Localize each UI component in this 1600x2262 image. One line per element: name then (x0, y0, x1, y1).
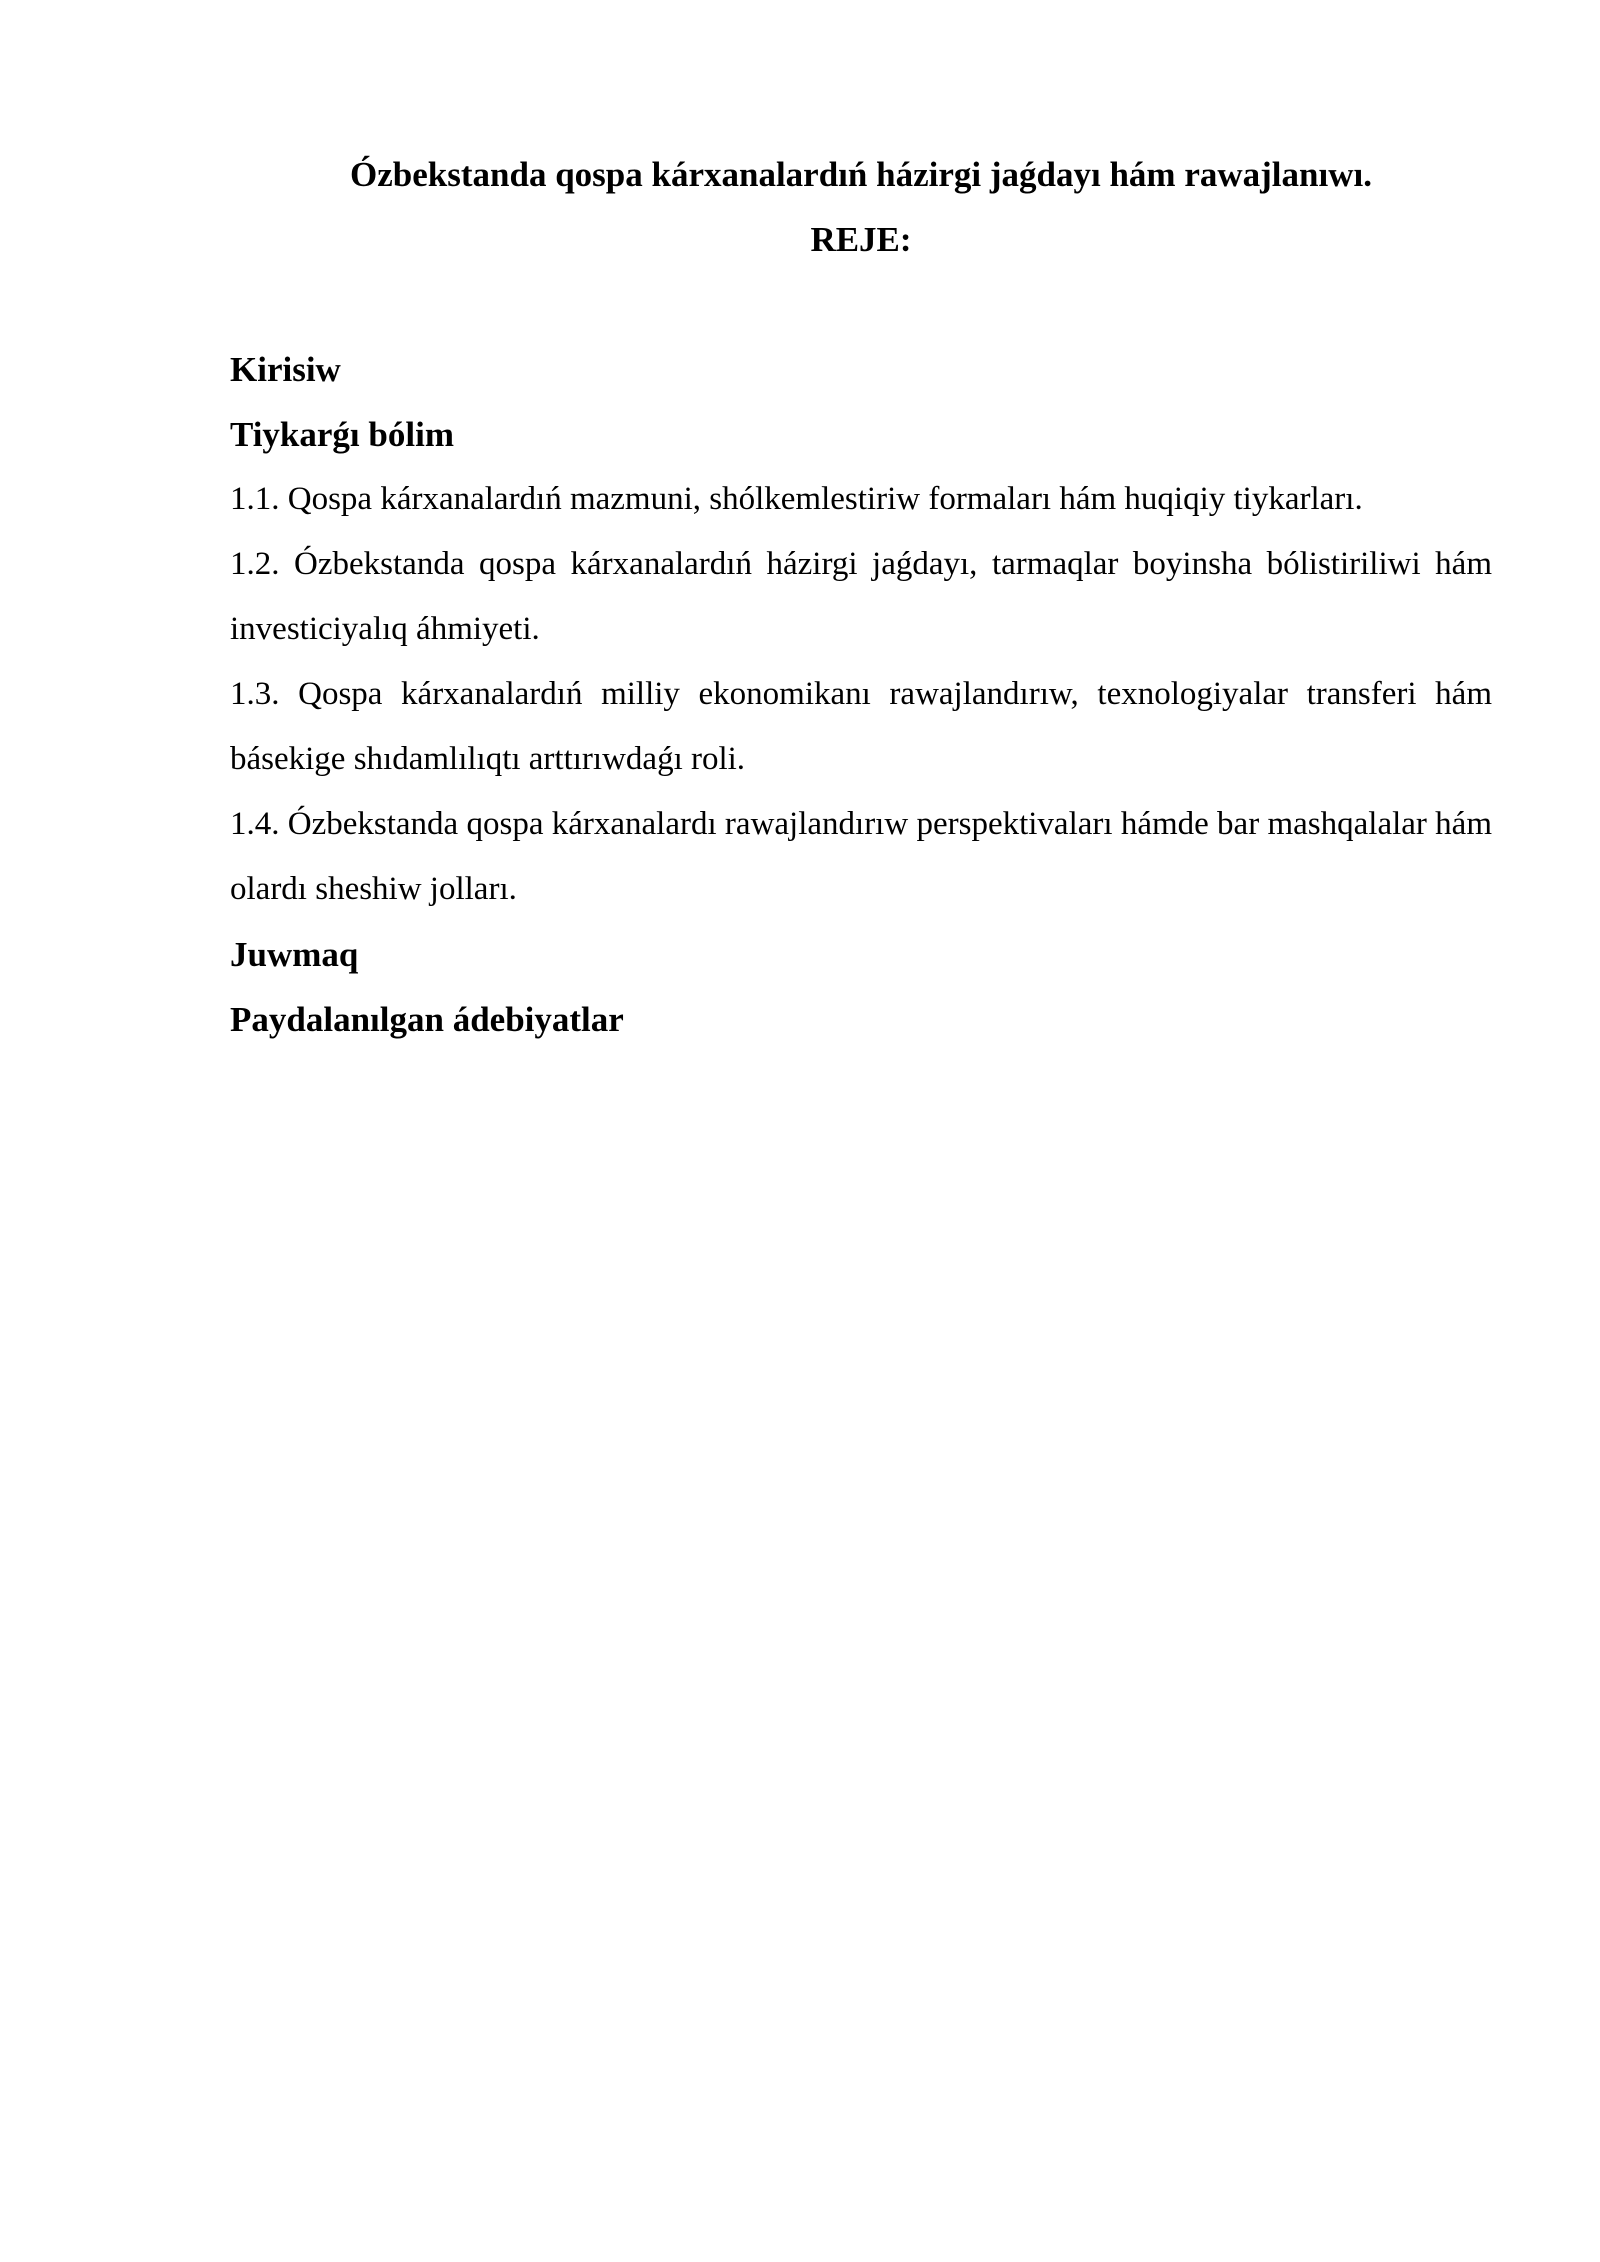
conclusion-heading: Juwmaq (230, 935, 359, 974)
plan-item-1-3: 1.3. Qospa kárxanalardıń milliy ekonomikanı rawajlandırıw, texnologiyalar transferi hám básekige shıdamlılıqtı arttırıwdaǵı roli. (230, 676, 1492, 777)
references-heading: Paydalanılgan ádebiyatlar (230, 1000, 624, 1039)
intro-heading: Kirisiw (230, 350, 341, 389)
plan-item-1-2: 1.2. Ózbekstanda qospa kárxanalardıń házirgi jaǵdayı, tarmaqlar boyinsha bólistiriliwi hám investiciyalıq áhmiyeti. (230, 546, 1492, 647)
plan-label: REJE: (810, 220, 912, 259)
document-title: Ózbekstanda qospa kárxanalardıń házirgi jaǵdayı hám rawajlanıwı. (350, 155, 1372, 194)
plan-item-1-4: 1.4. Ózbekstanda qospa kárxanalardı rawajlandırıw perspektivaları hámde bar mashqalalar hám olardı sheshiw jolları. (230, 806, 1492, 907)
document-content (230, 142, 1492, 1052)
main-part-heading: Tiykarǵı bólim (230, 415, 454, 454)
plan-item-1-1: 1.1. Qospa kárxanalardıń mazmuni, shólkemlestiriw formaları hám huqiqiy tiykarları. (230, 481, 1363, 517)
